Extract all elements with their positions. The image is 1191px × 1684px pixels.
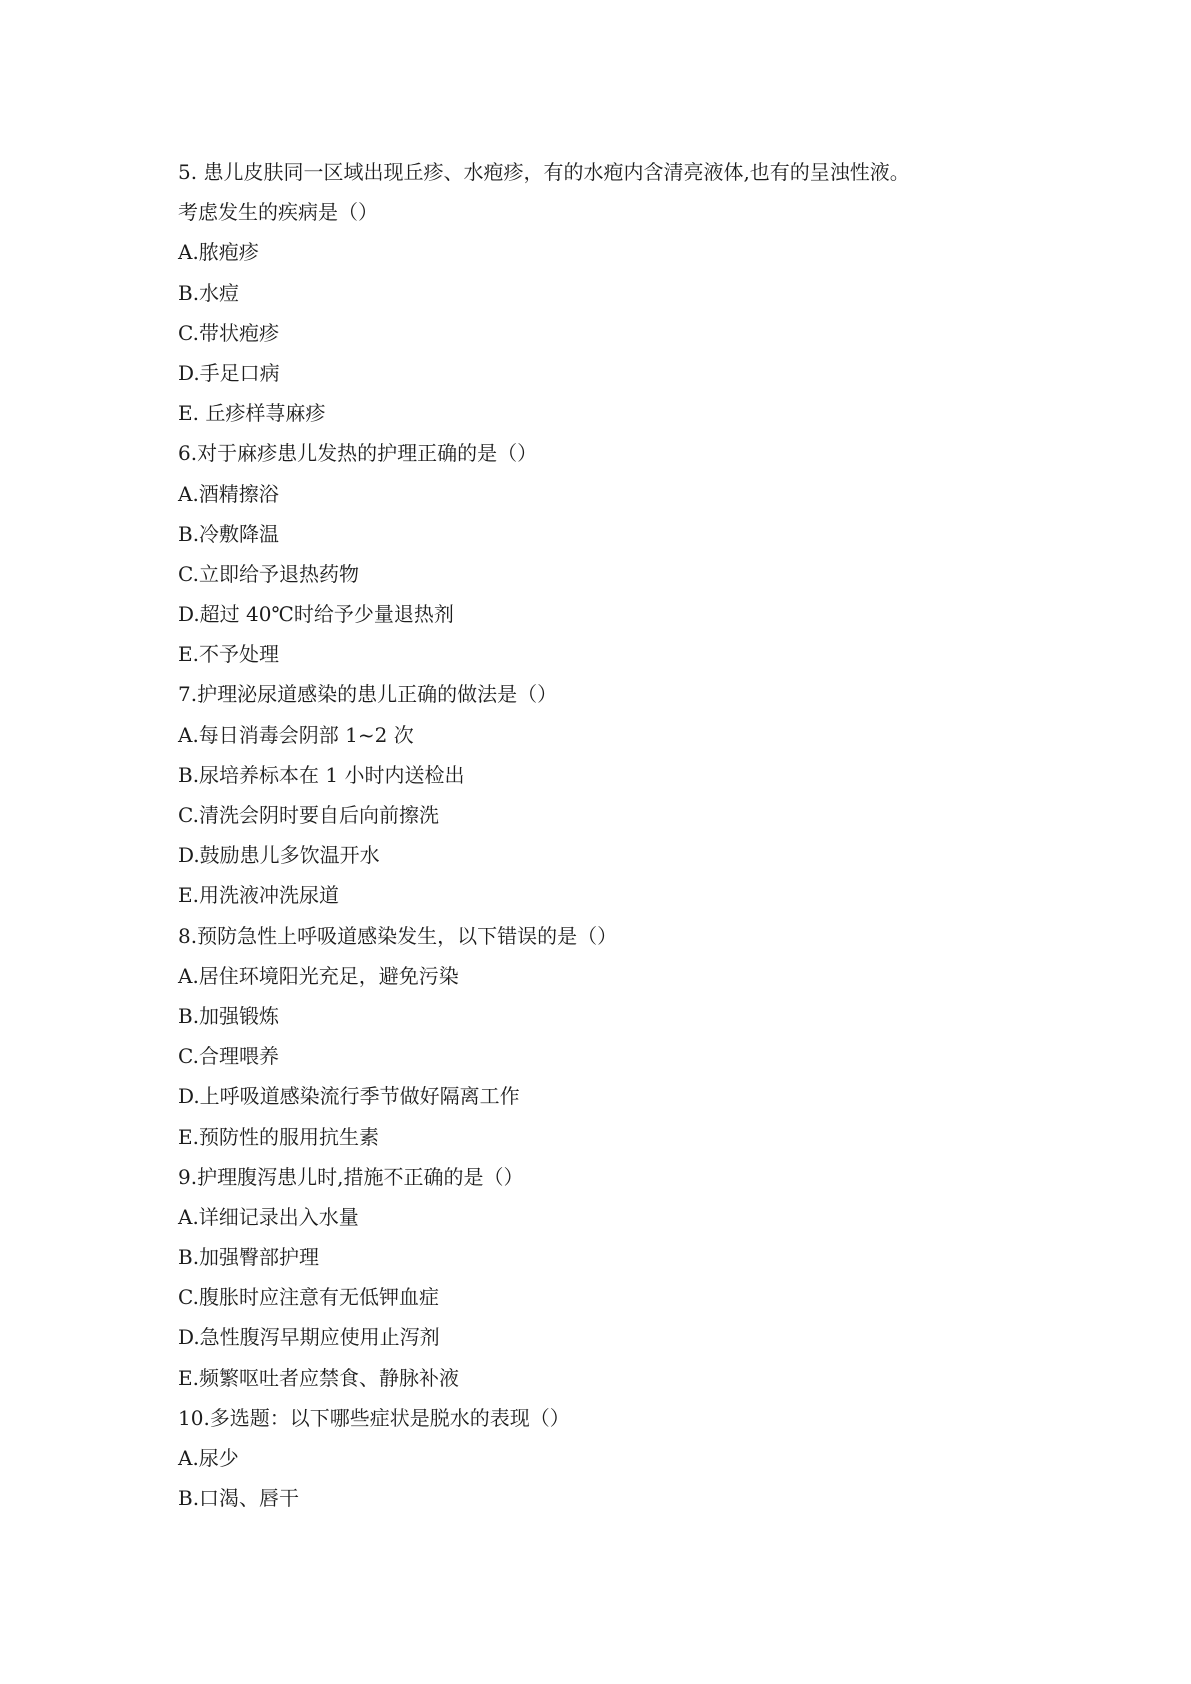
question-block [178,152,1038,433]
answer-option: E.用洗液冲洗尿道 [178,883,339,908]
answer-option: C.立即给予退热药物 [178,561,359,586]
answer-option: B.水痘 [178,280,240,305]
question-block [178,433,1038,674]
answer-option: A.酒精擦浴 [178,481,279,506]
question-stem: 5. 患儿皮肤同一区域出现丘疹、水疱疹，有的水疱内含清亮液体,也有的呈浊性液。 [178,160,910,184]
answer-option: D.鼓励患儿多饮温开水 [178,843,380,868]
answer-option: A.详细记录出入水量 [178,1204,359,1229]
answer-option: B.加强锻炼 [178,1003,280,1028]
answer-option: A.居住环境阳光充足，避免污染 [178,963,459,988]
question-block [178,1157,1038,1398]
question-stem: 10.多选题：以下哪些症状是脱水的表现（） [178,1405,570,1430]
answer-option: D.急性腹泻早期应使用止泻剂 [178,1325,440,1350]
answer-option: E.不予处理 [178,642,279,667]
answer-option: B.尿培养标本在 1 小时内送检出 [178,762,465,787]
question-block [178,1398,1038,1519]
answer-option: E.频繁呕吐者应禁食、静脉补液 [178,1365,459,1390]
answer-option: D.上呼吸道感染流行季节做好隔离工作 [178,1084,520,1109]
answer-option: E.预防性的服用抗生素 [178,1124,379,1149]
question-block [178,674,1038,915]
answer-option: B.口渴、唇干 [178,1486,300,1511]
answer-option: A.尿少 [178,1446,239,1470]
question-stem: 考虑发生的疾病是（） [178,200,378,225]
answer-option: E. 丘疹样荨麻疹 [178,401,326,426]
question-stem: 6.对于麻疹患儿发热的护理正确的是（） [178,441,538,466]
question-stem: 8.预防急性上呼吸道感染发生，以下错误的是（） [178,923,618,948]
answer-option: C.腹胀时应注意有无低钾血症 [178,1285,439,1310]
question-block [178,916,1038,1157]
answer-option: C.清洗会阴时要自后向前擦洗 [178,803,439,827]
question-stem: 7.护理泌尿道感染的患儿正确的做法是（） [178,682,558,707]
answer-option: C.带状疱疹 [178,320,279,345]
question-list [178,152,1038,1518]
answer-option: B.冷敷降温 [178,521,280,546]
answer-option: D.手足口病 [178,360,280,385]
answer-option: C.合理喂养 [178,1044,279,1069]
question-stem: 9.护理腹泻患儿时,措施不正确的是（） [178,1164,524,1189]
answer-option: D.超过 40℃时给予少量退热剂 [178,602,454,627]
answer-option: B.加强臀部护理 [178,1245,320,1270]
answer-option: A.每日消毒会阴部 1~2 次 [178,722,414,747]
answer-option: A.脓疱疹 [178,240,259,265]
